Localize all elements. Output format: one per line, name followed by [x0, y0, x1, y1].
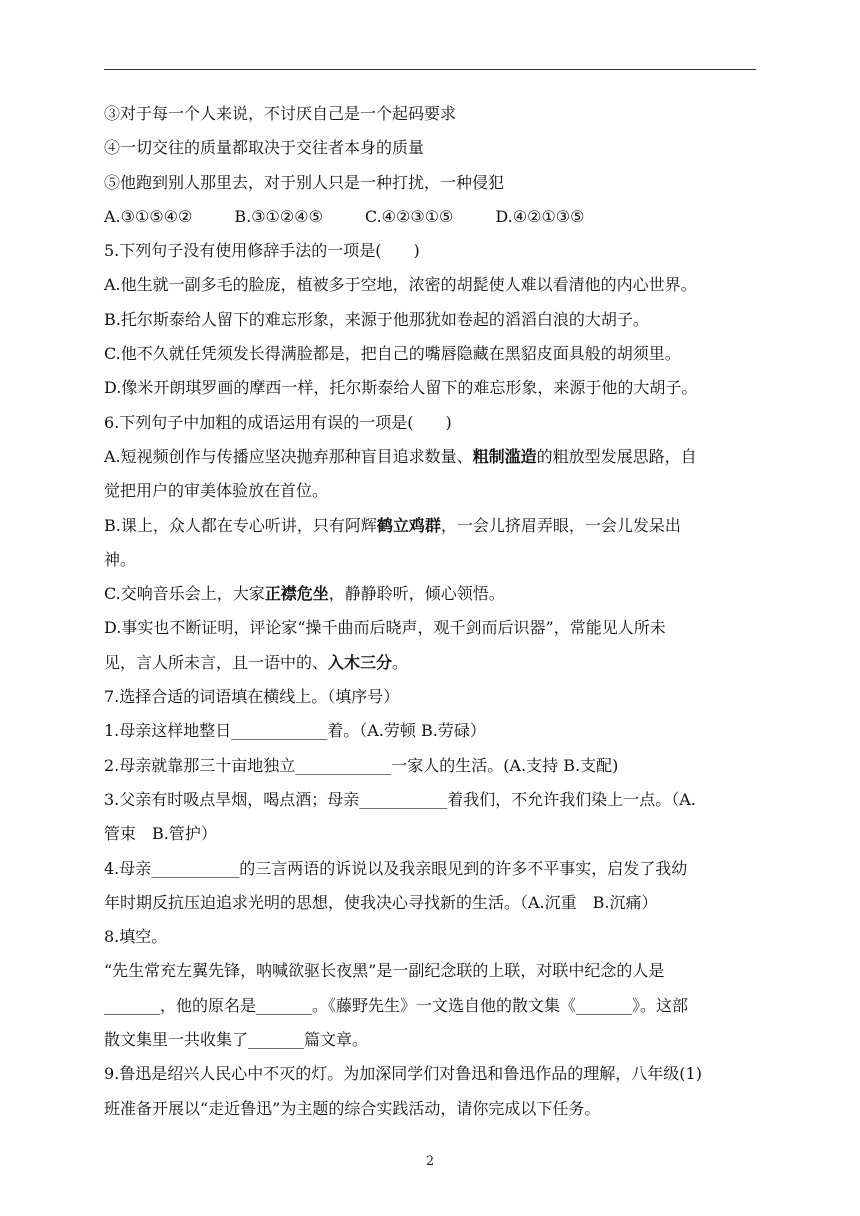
q8-line1: “先生常充左翼先锋，呐喊欲驱长夜黑”是一副纪念联的上联，对联中纪念的人是 [104, 961, 665, 981]
question-5: 5.下列句子没有使用修辞手法的一项是( ) [104, 241, 420, 261]
q6c-text-pre: C.交响音乐会上，大家 [104, 584, 265, 604]
q5-option-a: A.他生就一副多毛的脸庞，植被多于空地，浓密的胡髭使人难以看清他的内心世界。 [104, 275, 697, 295]
q4-options [104, 200, 764, 234]
q6d-text-post: 。 [392, 652, 409, 672]
q6b-text-pre: B.课上，众人都在专心听讲，只有阿辉 [104, 515, 377, 535]
q7-item-3-line1: 3.父亲有时吸点旱烟，喝点酒；母亲___________着我们，不允许我们染上一点。（A. [104, 789, 696, 809]
q4-option-d: D.④②①③⑤ [495, 206, 585, 226]
q5-option-c: C.他不久就任凭须发长得满脸都是，把自己的嘴唇隐藏在黑貂皮面具般的胡须里。 [104, 344, 681, 364]
document-body [104, 97, 764, 1126]
q6b-text-post: ，一会儿挤眉弄眼，一会儿发呆出 [440, 515, 681, 535]
q6d-text-pre: 见，言人所未言，且一语中的、 [104, 652, 329, 672]
q7-item-3-line2: 管束 B.管护） [104, 824, 217, 844]
q6a-text-post: 的粗放型发展思路，自 [536, 446, 697, 466]
question-9-line2: 班准备开展以“走近鲁迅”为主题的综合实践活动，请你完成以下任务。 [104, 1098, 601, 1118]
question-6: 6.下列句子中加粗的成语运用有误的一项是( ) [104, 412, 452, 432]
q4-option-a: A.③①⑤④② [104, 206, 193, 226]
q6c-text-post: ，静静聆听，倾心领悟。 [328, 584, 505, 604]
q6-option-d-line1: D.事实也不断证明，评论家“操千曲而后晓声，观千剑而后识器”，常能见人所未 [104, 618, 666, 638]
q8-line3: 散文集里一共收集了_______篇文章。 [104, 1030, 369, 1050]
q4-option-b: B.③①②④⑤ [234, 206, 323, 226]
q5-option-b: B.托尔斯泰给人留下的难忘形象，来源于他那犹如卷起的滔滔白浪的大胡子。 [104, 309, 649, 329]
q6c-bold-idiom: 正襟危坐 [264, 584, 329, 604]
statement-3: ③对于每一个人来说，不讨厌自己是一个起码要求 [104, 104, 457, 123]
question-7: 7.选择合适的词语填在横线上。（填序号） [104, 687, 400, 707]
q6d-bold-idiom: 入木三分 [328, 652, 393, 672]
question-8: 8.填空。 [104, 927, 168, 947]
q7-item-1: 1.母亲这样地整日____________着。（A.劳顿 B.劳碌） [104, 721, 486, 741]
q6a-text-pre: A.短视频创作与传播应坚决抛弃那种盲目追求数量、 [104, 446, 473, 466]
statement-4: ④一切交往的质量都取决于交往者本身的质量 [104, 138, 425, 158]
q6a-bold-idiom: 粗制滥造 [472, 446, 537, 466]
q6-option-a-line2: 觉把用户的审美体验放在首位。 [104, 481, 329, 501]
q8-line2: _______，他的原名是_______。《藤野先生》一文选自他的散文集《_______》。这部 [104, 995, 689, 1015]
header-rule [104, 69, 756, 70]
q7-item-4-line1: 4.母亲___________的三言两语的诉说以及我亲眼见到的许多不平事实，启发了我幼 [104, 858, 688, 878]
q5-option-d: D.像米开朗琪罗画的摩西一样，托尔斯泰给人留下的难忘形象，来源于他的大胡子。 [104, 378, 698, 398]
question-9-line1: 9.鲁迅是绍兴人民心中不灭的灯。为加深同学们对鲁迅和鲁迅作品的理解，八年级(1) [104, 1064, 702, 1084]
q6b-bold-idiom: 鹤立鸡群 [376, 515, 441, 535]
q7-item-2: 2.母亲就靠那三十亩地独立____________一家人的生活。(A.支持 B.支配) [104, 755, 619, 775]
q6-option-a-line1 [104, 440, 764, 474]
q7-item-4-line2: 年时期反抗压迫追求光明的思想，使我决心寻找新的生活。（A.沉重 B.沉痛） [104, 892, 658, 912]
q6-option-b-line1 [104, 509, 764, 543]
q6-option-c [104, 577, 764, 611]
q6-option-d-line2 [104, 646, 764, 680]
statement-5: ⑤他跑到别人那里去，对于别人只是一种打扰，一种侵犯 [104, 172, 505, 192]
page-number: 2 [425, 1154, 435, 1169]
q6-option-b-line2: 神。 [104, 549, 137, 569]
q4-option-c: C.④②③①⑤ [364, 206, 454, 226]
